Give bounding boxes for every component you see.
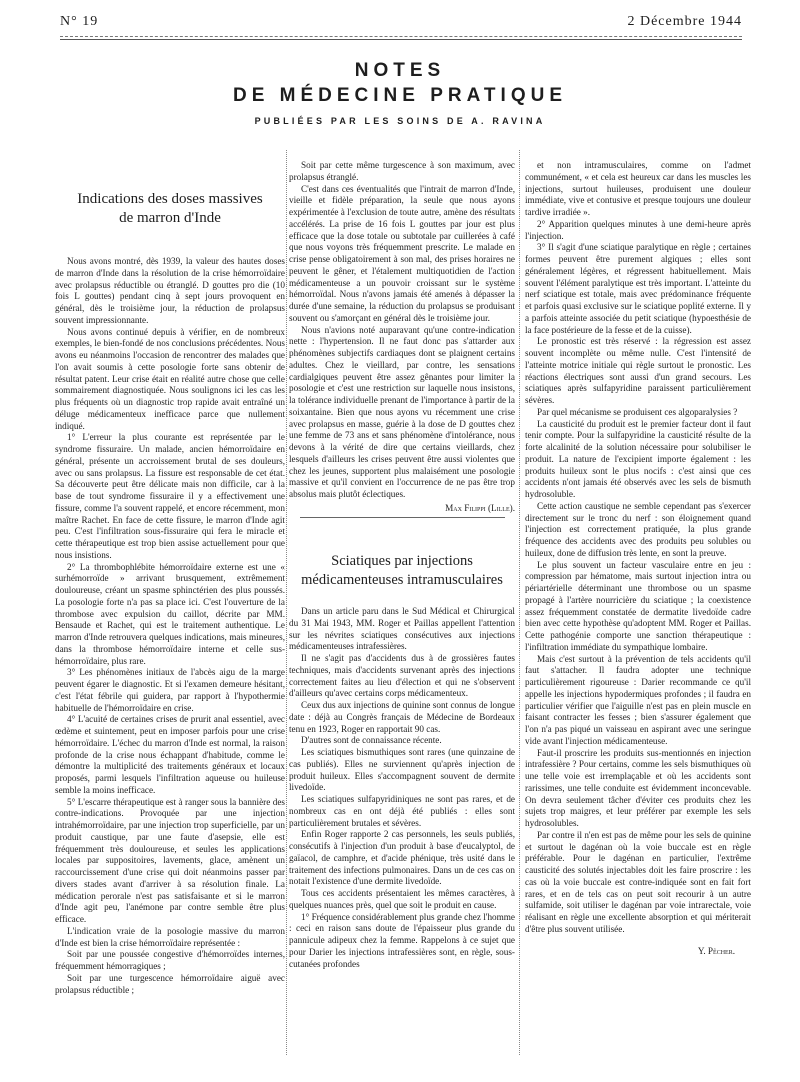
article-divider — [300, 517, 505, 518]
paragraph: Les sciatiques bismuthiques sont rares (une quinzaine de cas publiés). Elles ne surviennent qu'après injection de produit huileux. Elles s'accompagnent souvent de dermite livedoïde. — [289, 747, 515, 793]
paragraph: Par quel mécanisme se produisent ces algoparalysies ? — [537, 406, 738, 417]
paragraph: Ceux dus aux injections de quinine sont connus de longue date : déjà au Congrès français de Médecine de Bordeaux tenu en 1923, Roger en rapportait 90 cas. — [289, 700, 515, 734]
paragraph: L'indication vraie de la posologie massive du marron d'Inde est bien la crise hémorroïdaire représentée : — [55, 925, 285, 948]
paragraph: Nous avons montré, dès 1939, la valeur des hautes doses de marron d'Inde dans la résolution de la crise hémorroïdaire avec prolapsus réductible ou étranglé. D gouttes pro die (10 fois L gouttes) pendant cinq à sept jours provoquent en général, dès le troisième jour, la réduction de prolapsus souvent impressionnante. — [55, 256, 285, 325]
column-2 — [289, 160, 515, 515]
column-separator-2 — [519, 150, 520, 1055]
paragraph: Soit par cette même turgescence à son maximum, avec prolapsus étranglé. — [289, 160, 515, 182]
masthead-line2: DE MÉDECINE PRATIQUE — [232, 85, 567, 106]
column-3 — [525, 160, 751, 957]
paragraph: Soit par une poussée congestive d'hémorroïdes internes, fréquemment hémorragiques ; — [55, 949, 285, 971]
issue-number: N° 19 — [60, 14, 99, 29]
paragraph: 2° Apparition quelques minutes à une demi-heure après l'injection. — [525, 218, 751, 241]
masthead-byline: PUBLIÉES PAR LES SOINS DE A. RAVINA — [254, 116, 546, 126]
paragraph: Soit par une turgescence hémorroïdaire aiguë avec prolapsus réductible ; — [55, 972, 285, 995]
paragraph: Nous n'avions noté auparavant qu'une contre-indication nette : l'hypertension. Il ne faut donc pas s'attarder aux phénomènes subjectifs cardiaques dont se plaignent certains adultes. Chez le vieillard, par contre, les sensations cardialgiques peuvent être assez gênantes pour limiter la posologie et c'est une restriction sur laquelle nous insistons, la tolérance individuelle prenant de l'importance à partir de la soixantaine. Bien que nous ayons vu récemment une crise avec prolapsus en masse, guérie à la dose de D gouttes chez une femme de 73 ans et sans phénomène d'intolérance, nous devons à la vérité de dire que certains vieillards, chez lesquels d'ailleurs les crises peuvent être aussi violentes que chez les jeunes, supportent plus malaisément une posologie massive et qu'il convient en l'occurrence de ne pas être trop absolus mais plutôt éclectiques. — [289, 324, 515, 499]
paragraph: 1° L'erreur la plus courante est représentée par le syndrome fissuraire. Un malade, ancien hémorroïdaire en général, présente un accroissement brutal de ses douleurs, avec ou sans prolapsus. La fissure est responsable de cet état. Sa découverte peut être délicate mais non difficile, car à la base de tout syndrome fissuraire il y a effectivement une fissure, comme l'a souvent rappelé, et encore récemment, mon maître Rachet. En face de cette fissure, le marron d'Inde agit peu. C'est l'infiltration sous-fissuraire qui fera le miracle et cette thérapeutique est trop bien assise actuellement pour que nous insistions. — [55, 432, 285, 560]
paragraph: Nous avons continué depuis à vérifier, en de nombreux exemples, le bien-fondé de nos conclusions précédentes. Nous avons eu néanmoins l'occasion de rencontrer des malades que l'on avait soumis à cette posologie forte sans obtenir de résultat patent. Leur crise était en réalité autre chose que celle sommairement diagnostiquée. Nous soulignons ici les cas les plus fréquents où un diagnostic trop rapide avait entraîné un déluge médicamenteux inefficace parce que nullement indiqué. — [55, 326, 285, 431]
masthead-line1: NOTES — [354, 60, 446, 81]
paragraph: C'est dans ces éventualités que l'intrait de marron d'Inde, vieille et fidèle préparation, la seule que nous ayons expérimentée à l'exclusion de toute autre, amène des résultats accélérés. La prise de 16 fois L gouttes par jour est plus efficace que la dose totale ou subtotale par cuillerées à café que nous voyons très fréquemment prescrite. Le malade en crise pense obligatoirement à son mal, des prises horaires ne peuvent le gêner, et l'étalement multiquotidien de l'action médicamenteuse a un pouvoir croissant sur le système hémorroïdal. Nous n'avons jamais été amenés à dépasser la durée d'une semaine, la réduction du prolapsus se produisant souvent ou s'amorçant en général dès le troisième jour. — [289, 183, 515, 323]
paragraph: 3° Il s'agit d'une sciatique paralytique en règle ; certaines formes peuvent être purement algiques ; elles sont généralement légères, et régressent habituellement. Mais souvent l'élément paralytique est très important. L'atteinte du nerf sciatique est totale, mais avec prédominance fréquente et parfois quasi exclusive sur le sciatique poplité externe. Il y a parfois atteinte associée du petit sciatique (hypoesthésie de la face postérieure de la fesse et de la cuisse). — [525, 242, 751, 335]
article1-title: Indications des doses massives de marron d'Inde — [77, 191, 263, 226]
paragraph: Il ne s'agit pas d'accidents dus à de grossières fautes techniques, mais d'accidents survenant après des injections correctement faites au lieu d'élection et qui ne s'observent d'ailleurs qu'avec certains corps médicamenteux. — [289, 653, 515, 699]
paragraph: Tous ces accidents présentaient les mêmes caractères, à quelques nuances près, quel que soit le produit en cause. — [289, 888, 515, 910]
paragraph: Cette action caustique ne semble cependant pas s'exercer directement sur le tronc du nerf : son éloignement quand l'injection est correctement pratiquée, la plus grande fréquence des accidents avec des produits peu solubles ou huileux, done de diffusion très lente, en sont la preuve. — [525, 500, 751, 558]
column-2-article2 — [289, 552, 515, 970]
paragraph: Mais c'est surtout à la prévention de tels accidents qu'il faut s'attacher. Il faudra adopter une technique particulièrement rigoureuse : Darier recommande ce qu'il appelle les injections hypodermiques profondes ; il faudra en particulier vérifier que l'aiguille n'est pas en plein muscle en faisant contracter les fesses ; bien s'assurer également que l'on n'a pas piqué un vaisseau en aspirant avec une seringue vide avant l'injection médicamenteuse. — [525, 653, 751, 746]
paragraph: 5° L'escarre thérapeutique est à ranger sous la bannière des contre-indications. Provoquée par une injection intrahémorroïdaire, par une injection trop superficielle, par un produit caustique, par une faute d'asepsie, elle est fréquemment très douloureuse, et seules les applications locales par suppositoires, lavements, glace, amènent un raccourcissement d'une crise qui doit néanmoins passer par divers stades avant d'arriver à sa résolution finale. La médication perorale n'est pas satisfaisante et si le marron d'Inde agit peu, l'anémone par contre semble être plus efficace. — [55, 796, 285, 924]
paragraph: et non intramusculaires, comme on l'admet communément, « et cela est heureux car dans les muscles les injections, surtout huileuses, produisent une douleur immédiate, vive et contusive et presque toujours une douleur tardive irradiée ». — [525, 160, 751, 217]
paragraph: 3° Les phénomènes initiaux de l'abcès aigu de la marge peuvent égarer le diagnostic. Et si l'examen demeure hésitant, c'est l'état fébrile qui guidera, par rapport à l'hypothermie habituelle de l'hémorroïdaire en crise. — [55, 667, 285, 713]
article2-signature: Y. Pêcher. — [697, 945, 735, 956]
paragraph: Enfin Roger rapporte 2 cas personnels, les seuls publiés, consécutifs à l'injection d'un produit à base d'eucalyptol, de gaïacol, de camphre, et d'acide phénique, très usité dans le traitement des infections pulmonaires. Dans un de ces cas on notait l'existence d'une dermite livedoïde. — [289, 829, 515, 887]
paragraph: Faut-il proscrire les produits sus-mentionnés en injection intrafessière ? Pour certains, comme les sels bismuthiques où une telle voie est irremplaçable et où les accidents sont rarissimes, une telle conduite est évidemment inconcevable. On devra seulement tâcher d'éviter ces produits chez les sujets trop maigres, et leur préférer par exemple les sels hydrosolubles. — [525, 747, 751, 828]
article2-title: Sciatiques par injections médicamenteuses intramusculaires — [301, 553, 503, 588]
paragraph: Par contre il n'en est pas de même pour les sels de quinine et surtout le dagénan où la voie buccale est en règle préférable. Pour le dagénan en particulier, l'extrême causticité des solutés injectables doit les faire proscrire : les cas où la voie buccale est contre-indiquée sont en fait fort rares, et en de tels cas on peut soit recourir à un autre sulfamide, soit utiliser le dagénan par voie intrarectale, voie réalisant en règle une excellente absorption et qui mériterait d'être plus souvent utilisée. — [525, 829, 751, 934]
paragraph: Le pronostic est très réservé : la régression est assez souvent incomplète ou même nulle. C'est l'intensité de l'atteinte motrice initiale qui règle surtout le pronostic. Les réactions électriques sont aussi d'un grand secours. Les sciatiques après sulfapyridine paraissent particulièrement sévères. — [525, 336, 751, 405]
paragraph: Le plus souvent un facteur vasculaire entre en jeu : compression par hématome, mais surtout injection intra ou périartérielle déterminant une thrombose ou un spasme propagé à l'artère nourricière du sciatique ; la coexistence assez fréquemment constatée de dermatite livedoïde cadre bien avec cette hypothèse qu'adoptent MM. Roger et Paillas. Cette pathogénie comporte une sanction thérapeutique : l'infiltration immédiate du sympathique lombaire. — [525, 559, 751, 652]
article1-signature: Max Filippi (Lille). — [445, 502, 515, 513]
column-separator-1 — [286, 150, 287, 1055]
paragraph: 1° Fréquence considérablement plus grande chez l'homme : ceci en raison sans doute de l'épaisseur plus grande du pannicule adipeux chez la femme. Rappelons à ce sujet que pour Darier les injections intrafessières sont, en règle, sous-cutanées profondes — [289, 911, 516, 969]
column-1 — [55, 190, 285, 996]
paragraph: La causticité du produit est le premier facteur dont il faut tenir compte. Pour la sulfapyridine la causticité résulte de la forte alcalinité de la solution nécessaire pour solubiliser le produit. La nature de l'excipient importe également : les produits huileux sont le plus nocifs : c'est ainsi que ces accidents n'ont jamais été observés avec les sels de bismuth hydrosoluble. — [525, 418, 751, 499]
paragraph: Les sciatiques sulfapyridiniques ne sont pas rares, et de nombreux cas en ont déjà été publiés : elles sont particulièrement brutales et sévères. — [289, 794, 515, 828]
issue-date: 2 Décembre 1944 — [627, 14, 742, 29]
paragraph: D'autres sont de connaissance récente. — [301, 735, 442, 746]
paragraph: Dans un article paru dans le Sud Médical et Chirurgical du 31 Mai 1943, MM. Roger et Paillas appellent l'attention sur les névrites sciatiques consécutives aux injections médicamenteuses intrafessières. — [289, 606, 515, 652]
paragraph: 2° La thrombophlébite hémorroïdaire externe est une « surhémorroïde » arrivant brusquement, extrêmement douloureuse, créant un spasme sphinctérien des plus poussés. La posologie forte n'a pas sa place ici. C'est l'ouverture de la thrombose avec expulsion du caillot, décrite par MM. Bensaude et Rachet, qui est le traitement authentique. Le marron d'Inde retrouvera quelques indications, mais mineures, dans la thrombose hémorroïdaire interne et celle sus-hémorroïdaire, plus rare. — [55, 561, 285, 666]
paragraph: 4° L'acuité de certaines crises de prurit anal essentiel, avec œdème et suintement, peut en imposer parfois pour une crise hémorroïdaire. L'échec du marron d'Inde est normal, la raison profonde de la crise nous échappant d'habitude, comme le démontre la multiplicité des traitements généraux et locaux proposés, parmi lesquels l'infiltration aqueuse ou huileuse semble la moins inefficace. — [55, 714, 285, 795]
header-rule-2 — [60, 39, 742, 40]
header-rule — [60, 36, 742, 37]
